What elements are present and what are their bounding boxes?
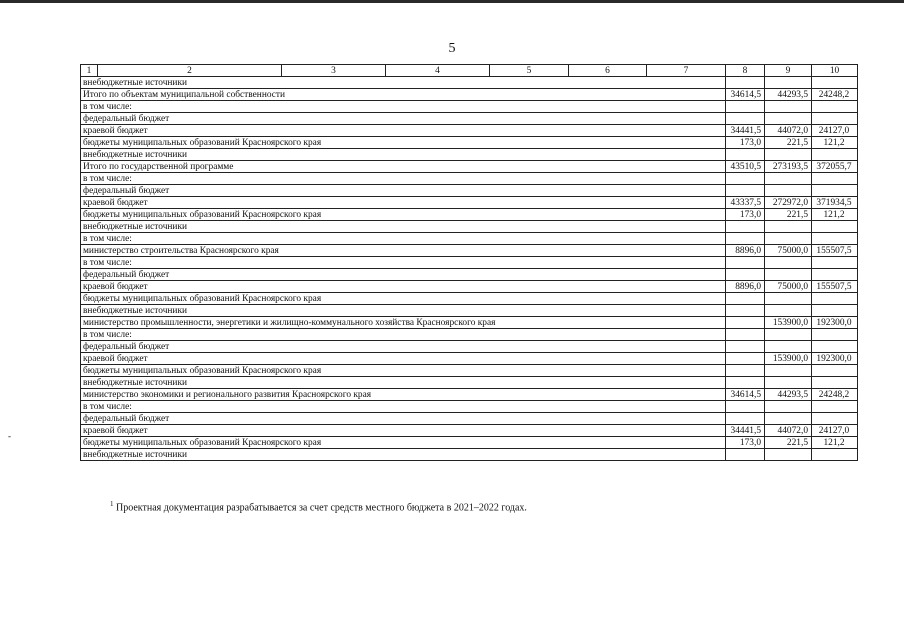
value-col-9 bbox=[765, 185, 812, 197]
table-row bbox=[81, 425, 858, 437]
value-col-9: 44293,5 bbox=[765, 89, 812, 101]
value-col-9 bbox=[765, 173, 812, 185]
value-col-9 bbox=[765, 77, 812, 89]
value-col-8: 43337,5 bbox=[726, 197, 765, 209]
value-col-8 bbox=[726, 293, 765, 305]
value-col-8: 34614,5 bbox=[726, 89, 765, 101]
value-col-10 bbox=[812, 269, 858, 281]
row-label: краевой бюджет bbox=[81, 353, 726, 365]
value-col-8 bbox=[726, 401, 765, 413]
table-row bbox=[81, 185, 858, 197]
row-label: федеральный бюджет bbox=[81, 113, 726, 125]
value-col-10: 372055,7 bbox=[812, 161, 858, 173]
footnote-text: Проектная документация разрабатывается за счет средств местного бюджета в 2021–2022 годах. bbox=[116, 502, 527, 514]
budget-table bbox=[80, 64, 858, 461]
column-header-6: 6 bbox=[569, 65, 647, 77]
row-label: бюджеты муниципальных образований Красноярского края bbox=[81, 365, 726, 377]
value-col-9: 44072,0 bbox=[765, 125, 812, 137]
value-col-9 bbox=[765, 329, 812, 341]
row-label: федеральный бюджет bbox=[81, 341, 726, 353]
value-col-10 bbox=[812, 101, 858, 113]
row-label: в том числе: bbox=[81, 257, 726, 269]
row-label: в том числе: bbox=[81, 101, 726, 113]
value-col-8 bbox=[726, 257, 765, 269]
value-col-8: 173,0 bbox=[726, 137, 765, 149]
row-label: в том числе: bbox=[81, 329, 726, 341]
row-label: внебюджетные источники bbox=[81, 77, 726, 89]
table-row bbox=[81, 245, 858, 257]
table-row bbox=[81, 401, 858, 413]
table-row bbox=[81, 317, 858, 329]
table-row bbox=[81, 233, 858, 245]
column-header-9: 9 bbox=[765, 65, 812, 77]
table-row bbox=[81, 293, 858, 305]
value-col-8 bbox=[726, 101, 765, 113]
table-row bbox=[81, 161, 858, 173]
value-col-8: 173,0 bbox=[726, 437, 765, 449]
value-col-9 bbox=[765, 269, 812, 281]
table-row bbox=[81, 389, 858, 401]
value-col-10: 24127,0 bbox=[812, 425, 858, 437]
footnote-marker: 1 bbox=[110, 500, 114, 508]
value-col-8 bbox=[726, 173, 765, 185]
row-label: в том числе: bbox=[81, 401, 726, 413]
value-col-9: 273193,5 bbox=[765, 161, 812, 173]
value-col-8 bbox=[726, 329, 765, 341]
value-col-8: 34441,5 bbox=[726, 425, 765, 437]
column-header-10: 10 bbox=[812, 65, 858, 77]
value-col-10 bbox=[812, 77, 858, 89]
value-col-9: 75000,0 bbox=[765, 281, 812, 293]
row-label: министерство экономики и регионального развития Красноярского края bbox=[81, 389, 726, 401]
value-col-10 bbox=[812, 113, 858, 125]
value-col-10 bbox=[812, 257, 858, 269]
top-rule bbox=[0, 0, 904, 3]
table-row bbox=[81, 209, 858, 221]
value-col-8 bbox=[726, 185, 765, 197]
value-col-10 bbox=[812, 365, 858, 377]
value-col-9 bbox=[765, 413, 812, 425]
value-col-9: 44293,5 bbox=[765, 389, 812, 401]
value-col-9 bbox=[765, 233, 812, 245]
value-col-9 bbox=[765, 257, 812, 269]
table-row bbox=[81, 269, 858, 281]
value-col-8 bbox=[726, 413, 765, 425]
value-col-9 bbox=[765, 377, 812, 389]
column-header-5: 5 bbox=[490, 65, 569, 77]
value-col-9: 221,5 bbox=[765, 209, 812, 221]
column-header-8: 8 bbox=[726, 65, 765, 77]
value-col-8: 173,0 bbox=[726, 209, 765, 221]
value-col-10 bbox=[812, 449, 858, 461]
row-label: министерство строительства Красноярского края bbox=[81, 245, 726, 257]
table-row bbox=[81, 89, 858, 101]
value-col-9: 44072,0 bbox=[765, 425, 812, 437]
value-col-8 bbox=[726, 77, 765, 89]
value-col-10 bbox=[812, 305, 858, 317]
value-col-8: 8896,0 bbox=[726, 245, 765, 257]
column-header-2: 2 bbox=[98, 65, 282, 77]
table-row bbox=[81, 125, 858, 137]
table-row bbox=[81, 197, 858, 209]
row-label: федеральный бюджет bbox=[81, 185, 726, 197]
value-col-8 bbox=[726, 377, 765, 389]
header-row bbox=[81, 65, 858, 77]
table-row bbox=[81, 257, 858, 269]
value-col-9: 153900,0 bbox=[765, 317, 812, 329]
row-label: внебюджетные источники bbox=[81, 377, 726, 389]
row-label: внебюджетные источники bbox=[81, 305, 726, 317]
value-col-10: 121,2 bbox=[812, 209, 858, 221]
value-col-10 bbox=[812, 185, 858, 197]
table-row bbox=[81, 413, 858, 425]
value-col-9: 221,5 bbox=[765, 437, 812, 449]
value-col-10 bbox=[812, 221, 858, 233]
value-col-8 bbox=[726, 113, 765, 125]
value-col-8: 34441,5 bbox=[726, 125, 765, 137]
table-row bbox=[81, 449, 858, 461]
page-number: 5 bbox=[448, 41, 456, 56]
value-col-10: 155507,5 bbox=[812, 245, 858, 257]
value-col-9: 153900,0 bbox=[765, 353, 812, 365]
value-col-10 bbox=[812, 413, 858, 425]
value-col-8: 43510,5 bbox=[726, 161, 765, 173]
value-col-10: 121,2 bbox=[812, 437, 858, 449]
column-header-7: 7 bbox=[647, 65, 726, 77]
table-row bbox=[81, 365, 858, 377]
row-label: краевой бюджет bbox=[81, 281, 726, 293]
value-col-9 bbox=[765, 365, 812, 377]
value-col-8 bbox=[726, 149, 765, 161]
table-row bbox=[81, 341, 858, 353]
row-label: бюджеты муниципальных образований Красноярского края bbox=[81, 437, 726, 449]
value-col-10: 192300,0 bbox=[812, 317, 858, 329]
value-col-10: 24248,2 bbox=[812, 389, 858, 401]
value-col-9: 221,5 bbox=[765, 137, 812, 149]
table-row bbox=[81, 137, 858, 149]
value-col-8 bbox=[726, 221, 765, 233]
row-label: бюджеты муниципальных образований Красноярского края bbox=[81, 293, 726, 305]
value-col-10 bbox=[812, 293, 858, 305]
row-label: внебюджетные источники bbox=[81, 449, 726, 461]
value-col-10 bbox=[812, 377, 858, 389]
value-col-9 bbox=[765, 341, 812, 353]
value-col-9: 75000,0 bbox=[765, 245, 812, 257]
margin-mark: - bbox=[8, 431, 11, 441]
value-col-10: 121,2 bbox=[812, 137, 858, 149]
row-label: внебюджетные источники bbox=[81, 221, 726, 233]
value-col-9 bbox=[765, 401, 812, 413]
table-row bbox=[81, 281, 858, 293]
value-col-8 bbox=[726, 353, 765, 365]
value-col-10 bbox=[812, 173, 858, 185]
row-label: краевой бюджет bbox=[81, 197, 726, 209]
table-header bbox=[81, 65, 858, 77]
value-col-9 bbox=[765, 113, 812, 125]
table-row bbox=[81, 305, 858, 317]
table-row bbox=[81, 377, 858, 389]
value-col-8 bbox=[726, 269, 765, 281]
value-col-9 bbox=[765, 305, 812, 317]
value-col-8 bbox=[726, 365, 765, 377]
value-col-10: 24127,0 bbox=[812, 125, 858, 137]
table-row bbox=[81, 77, 858, 89]
table-row bbox=[81, 329, 858, 341]
value-col-10 bbox=[812, 401, 858, 413]
row-label: федеральный бюджет bbox=[81, 269, 726, 281]
value-col-9 bbox=[765, 149, 812, 161]
table-row bbox=[81, 173, 858, 185]
value-col-9: 272972,0 bbox=[765, 197, 812, 209]
value-col-8 bbox=[726, 341, 765, 353]
row-label: внебюджетные источники bbox=[81, 149, 726, 161]
value-col-8: 34614,5 bbox=[726, 389, 765, 401]
table-row bbox=[81, 221, 858, 233]
value-col-9 bbox=[765, 101, 812, 113]
column-header-3: 3 bbox=[282, 65, 386, 77]
value-col-10: 371934,5 bbox=[812, 197, 858, 209]
row-label: бюджеты муниципальных образований Красноярского края bbox=[81, 137, 726, 149]
value-col-8 bbox=[726, 317, 765, 329]
row-label: Итого по объектам муниципальной собственности bbox=[81, 89, 726, 101]
value-col-8 bbox=[726, 305, 765, 317]
footnote bbox=[110, 500, 527, 513]
row-label: краевой бюджет bbox=[81, 125, 726, 137]
value-col-8 bbox=[726, 233, 765, 245]
row-label: Итого по государственной программе bbox=[81, 161, 726, 173]
value-col-10 bbox=[812, 149, 858, 161]
value-col-9 bbox=[765, 293, 812, 305]
row-label: бюджеты муниципальных образований Красноярского края bbox=[81, 209, 726, 221]
value-col-10: 155507,5 bbox=[812, 281, 858, 293]
value-col-9 bbox=[765, 449, 812, 461]
value-col-9 bbox=[765, 221, 812, 233]
row-label: краевой бюджет bbox=[81, 425, 726, 437]
row-label: в том числе: bbox=[81, 233, 726, 245]
row-label: федеральный бюджет bbox=[81, 413, 726, 425]
value-col-10 bbox=[812, 329, 858, 341]
table-body bbox=[81, 77, 858, 461]
row-label: в том числе: bbox=[81, 173, 726, 185]
table-row bbox=[81, 149, 858, 161]
value-col-10 bbox=[812, 341, 858, 353]
row-label: министерство промышленности, энергетики и жилищно-коммунального хозяйства Красноярского края bbox=[81, 317, 726, 329]
column-header-4: 4 bbox=[386, 65, 490, 77]
value-col-10: 192300,0 bbox=[812, 353, 858, 365]
table-row bbox=[81, 353, 858, 365]
table-row bbox=[81, 113, 858, 125]
value-col-10 bbox=[812, 233, 858, 245]
value-col-8 bbox=[726, 449, 765, 461]
table-row bbox=[81, 437, 858, 449]
table-row bbox=[81, 101, 858, 113]
column-header-1: 1 bbox=[81, 65, 98, 77]
value-col-8: 8896,0 bbox=[726, 281, 765, 293]
value-col-10: 24248,2 bbox=[812, 89, 858, 101]
